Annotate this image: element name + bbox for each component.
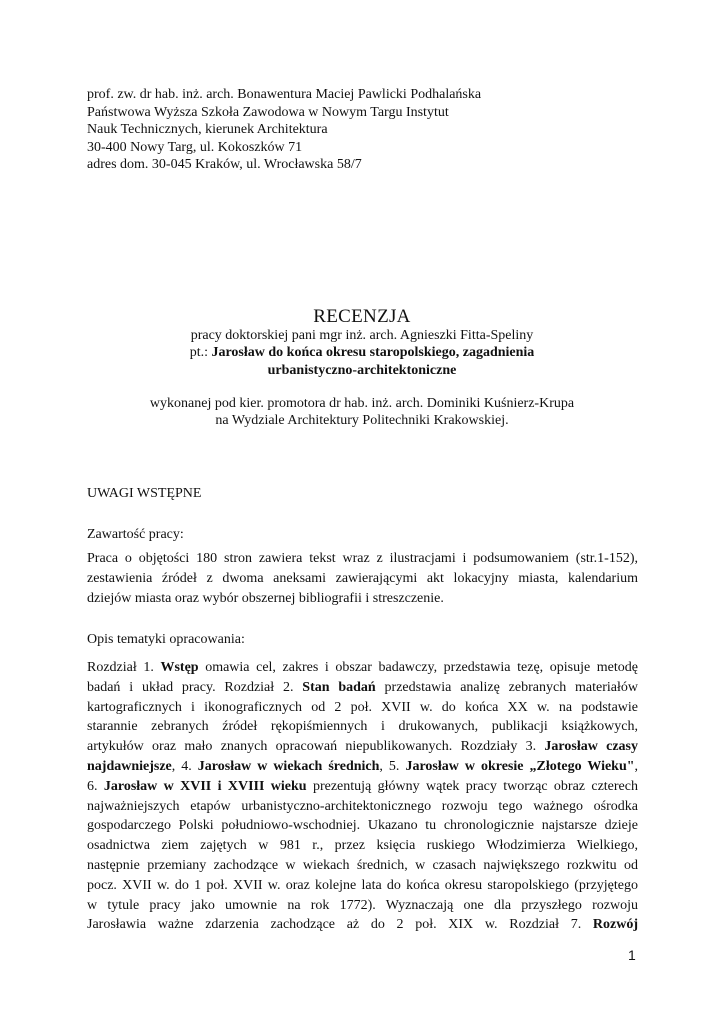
- address-line: Państwowa Wyższa Szkoła Zawodowa w Nowym Targu Instytut: [87, 104, 449, 120]
- address-line: Nauk Technicznych, kierunek Architektura: [87, 122, 328, 138]
- page-number: 1: [628, 947, 636, 963]
- address-line: adres dom. 30-045 Kraków, ul. Wrocławska 58/7: [87, 157, 362, 173]
- paragraph-line: Rozdział 1. Wstęp omawia cel, zakres i obszar badawczy, przedstawia tezę, opisuje metodę: [87, 660, 639, 675]
- thesis-title-line-2: [60, 362, 664, 379]
- supervisor-block: [60, 395, 664, 430]
- supervisor-line: wykonanej pod kier. promotora dr hab. inż. arch. Dominiki Kuśnierz-Krupa: [149, 396, 575, 411]
- thesis-title-line: [60, 344, 664, 361]
- document-title: RECENZJA: [313, 306, 411, 327]
- paragraph-line: starannie zebranych źródeł rękopiśmiennych i drukowanych, publikacji książkowych,: [87, 719, 638, 735]
- address-line: prof. zw. dr hab. inż. arch. Bonawentura Maciej Pawlicki Podhalańska: [87, 87, 482, 102]
- faculty-line: na Wydziale Architektury Politechniki Krakowskiej.: [215, 413, 509, 429]
- section-title: UWAGI WSTĘPNE: [87, 486, 202, 501]
- contents-label: Zawartość pracy:: [87, 527, 184, 542]
- author-address-block: [87, 86, 481, 174]
- thesis-title-bold: Jarosław do końca okresu staropolskiego, zagadnienia: [211, 345, 535, 361]
- paragraph-line: 6. Jarosław w XVII i XVIII wieku prezentują główny wątek pracy tworząc obraz czterech: [87, 778, 638, 794]
- paragraph-line: Jarosławia ważne zdarzenia zachodzące aż do 2 poł. XIX w. Rozdział 7. Rozwój: [87, 917, 638, 933]
- paragraph-line: Praca o objętości 180 stron zawiera tekst wraz z ilustracjami i podsumowaniem (str.1-152),: [87, 551, 638, 566]
- thesis-title-bold-2: urbanistyczno-architektoniczne: [267, 362, 457, 378]
- thesis-author-line: pracy doktorskiej pani mgr inż. arch. Agnieszki Fitta-Speliny: [190, 328, 534, 343]
- paragraph-line: w tytule pracy jako umownie na rok 1772). Wyznaczają one dla przyszłego rozwoju: [87, 897, 638, 913]
- paragraph-line: dziejów miasta oraz wybór obszernej bibliografii i streszczenie.: [87, 590, 444, 606]
- paragraph-line: badań i układ pracy. Rozdział 2. Stan badań przedstawia analizę zebranych materiałów: [87, 679, 638, 695]
- paragraph-line: najdawniejsze, 4. Jarosław w wiekach średnich, 5. Jarosław w okresie „Złotego Wieku",: [87, 758, 639, 774]
- paragraph-line: najważniejszych etapów urbanistyczno-architektonicznego rozwoju tego ważnego ośrodka: [87, 798, 638, 814]
- title-prefix: pt.:: [189, 345, 212, 361]
- paragraph-line: kartograficznych i ikonograficznych od 2 poł. XVII w. do końca XX w. na podstawie: [87, 699, 638, 715]
- paragraph-line: zestawienia źródeł z dwoma aneksami zawierającymi akt lokacyjny miasta, kalendarium: [87, 570, 638, 586]
- paragraph-line: następnie przemiany zachodzące w wiekach średnich, w czasach największego rozkwitu od: [87, 857, 638, 873]
- topics-label: Opis tematyki opracowania:: [87, 632, 245, 647]
- paragraph-line: gospodarczego Polski południowo-wschodniej. Ukazano tu chronologicznie najstarsze dzieje: [87, 818, 638, 834]
- topics-paragraph: [87, 658, 638, 935]
- thesis-heading: [60, 327, 664, 379]
- paragraph-line: artykułów oraz mało znanych opracowań niepublikowanych. Rozdziały 3. Jarosław czasy: [87, 739, 638, 755]
- address-line: 30-400 Nowy Targ, ul. Kokoszków 71: [87, 139, 303, 155]
- paragraph-line: osadnictwa ziem zajętych w 981 r., przez księcia ruskiego Włodzimierza Wielkiego,: [87, 838, 638, 854]
- contents-paragraph: [87, 549, 638, 608]
- paragraph-line: pocz. XVII w. do 1 poł. XVII w. oraz kolejne lata do końca okresu staropolskiego (przyjętego: [87, 877, 638, 893]
